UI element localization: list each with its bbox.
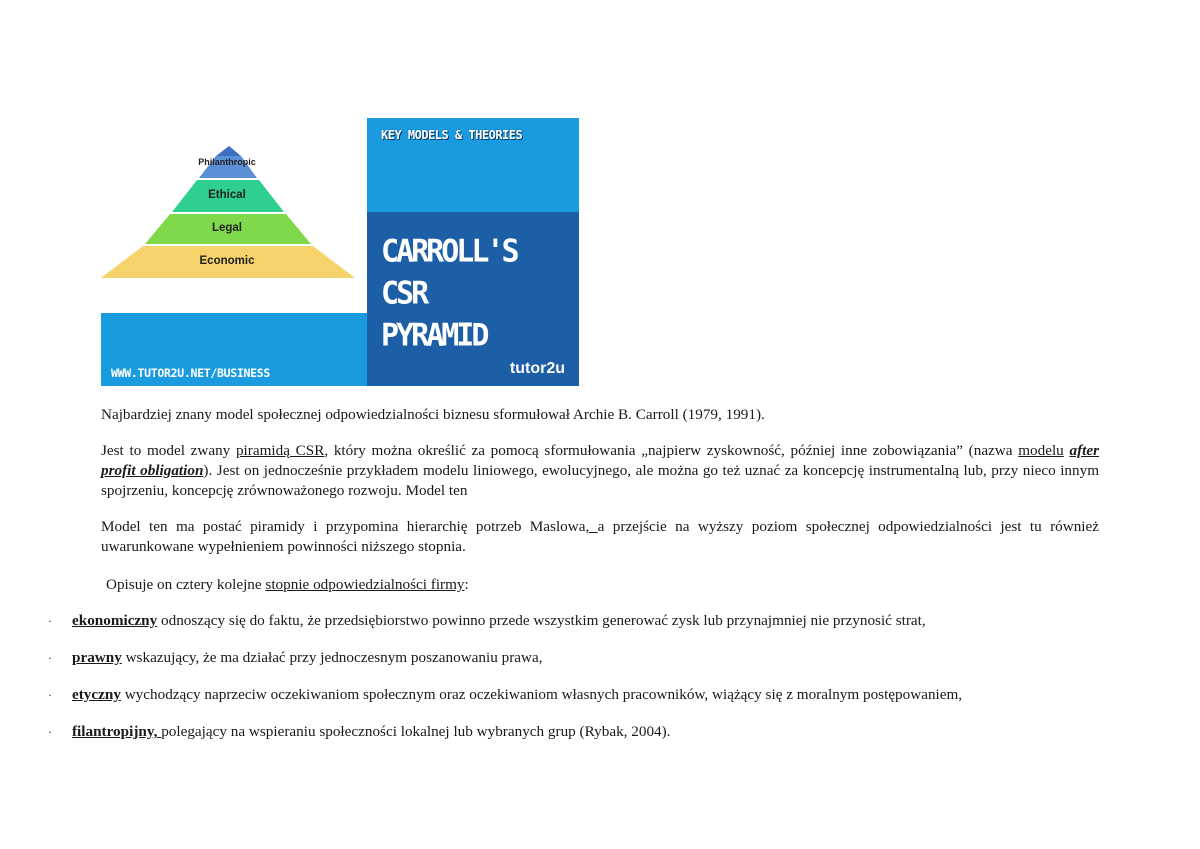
term-ekonomiczny: ekonomiczny: [72, 612, 158, 629]
banner-title-panel: [367, 118, 579, 386]
paragraph-intro: [101, 405, 1099, 425]
banner-bottom-band: [101, 313, 367, 386]
list-item-text: odnoszący się do faktu, że przedsiębiorstwo powinno przede wszystkim generować zysk lub przynajmniej nie przynosić strat,: [157, 612, 926, 629]
link-modelu[interactable]: modelu: [1018, 442, 1064, 459]
list-item-content: [72, 722, 670, 742]
term-etyczny: etyczny: [72, 686, 121, 703]
pyramid-label-legal: Legal: [211, 222, 243, 234]
term-prawny: prawny: [72, 649, 122, 666]
pyramid-label-philanthropic: Philanthropic: [198, 157, 256, 167]
logo-text: tutor2u: [509, 360, 565, 377]
text-span: a przejście na wyższy poziom społecznej odpowiedzialności jest tu również uwarunkowane wypełnieniem powinności niższego stopnia.: [101, 518, 1100, 555]
text-span: Model ten ma postać piramidy i przypomina hierarchię potrzeb Maslowa: [101, 518, 586, 535]
list-item-text: wychodzący naprzeciw oczekiwaniom społecznym oraz oczekiwaniom własnych pracowników, wiążący się z moralnym postępowaniem,: [120, 686, 963, 703]
list-item-content: [72, 611, 926, 631]
pyramid-panel: [101, 118, 367, 386]
paragraph-maslow: [101, 517, 1099, 557]
text-span: :: [464, 576, 469, 593]
paragraph-levels-intro: [106, 575, 1104, 595]
list-item-text: wskazujący, że ma działać przy jednoczesnym poszanowaniu prawa,: [121, 649, 543, 666]
carroll-csr-pyramid-image: [101, 118, 579, 386]
banner-url: WWW.TUTOR2U.NET/BUSINESS: [111, 366, 270, 380]
pyramid-label-economic: Economic: [199, 255, 255, 267]
pyramid-label-ethical: Ethical: [208, 189, 246, 201]
list-item-content: [72, 648, 543, 668]
text-span: ). Jest on jednocześnie przykładem modelu liniowego, ewolucyjnego, ale można go też uznać za koncepcję instrumentalną lub, przy nieco innym spojrzeniu, koncepcję zrównoważonego rozwoju. Model ten: [101, 462, 1100, 499]
bullet-dot: ·: [48, 614, 52, 628]
after-profit-obligation-term: after profit obligation: [101, 442, 1099, 479]
pyramid-diagram: [101, 118, 367, 308]
banner-title-line2: PYRAMID: [381, 317, 487, 354]
bullet-dot: ·: [48, 725, 52, 739]
list-item-text: polegający na wspieraniu społeczności lokalnej lub wybranych grup (Rybak, 2004).: [161, 723, 671, 740]
link-piramida-csr[interactable]: piramidą CSR: [235, 442, 325, 459]
list-item-content: [72, 685, 962, 705]
text-span: , który można określić za pomocą sformułowania „najpierw zyskowność, później inne zobowiązania” (nazwa: [324, 442, 1019, 459]
paragraph-model-description: [101, 441, 1099, 501]
paragraph-intro-text: Najbardziej znany model społecznej odpowiedzialności biznesu sformułował Archie B. Carroll (1979, 1991).: [101, 406, 765, 423]
link-stopnie-odpowiedzialnosci[interactable]: stopnie odpowiedzialności firmy: [265, 576, 465, 593]
banner-tag: KEY MODELS & THEORIES: [381, 128, 523, 142]
bullet-dot: ·: [48, 688, 52, 702]
banner-title-line1: CARROLL'S CSR: [381, 233, 517, 312]
text-span: Jest to model zwany: [101, 442, 236, 459]
text-comma: ,: [585, 518, 598, 535]
banner-tag-area: [367, 118, 579, 212]
banner-title: [381, 231, 571, 357]
tutor2u-logo: [510, 360, 565, 378]
term-filantropijny: filantropijny,: [72, 723, 162, 740]
text-span: Opisuje on cztery kolejne: [106, 576, 266, 593]
pyramid-apex: [216, 146, 241, 156]
bullet-dot: ·: [48, 651, 52, 665]
